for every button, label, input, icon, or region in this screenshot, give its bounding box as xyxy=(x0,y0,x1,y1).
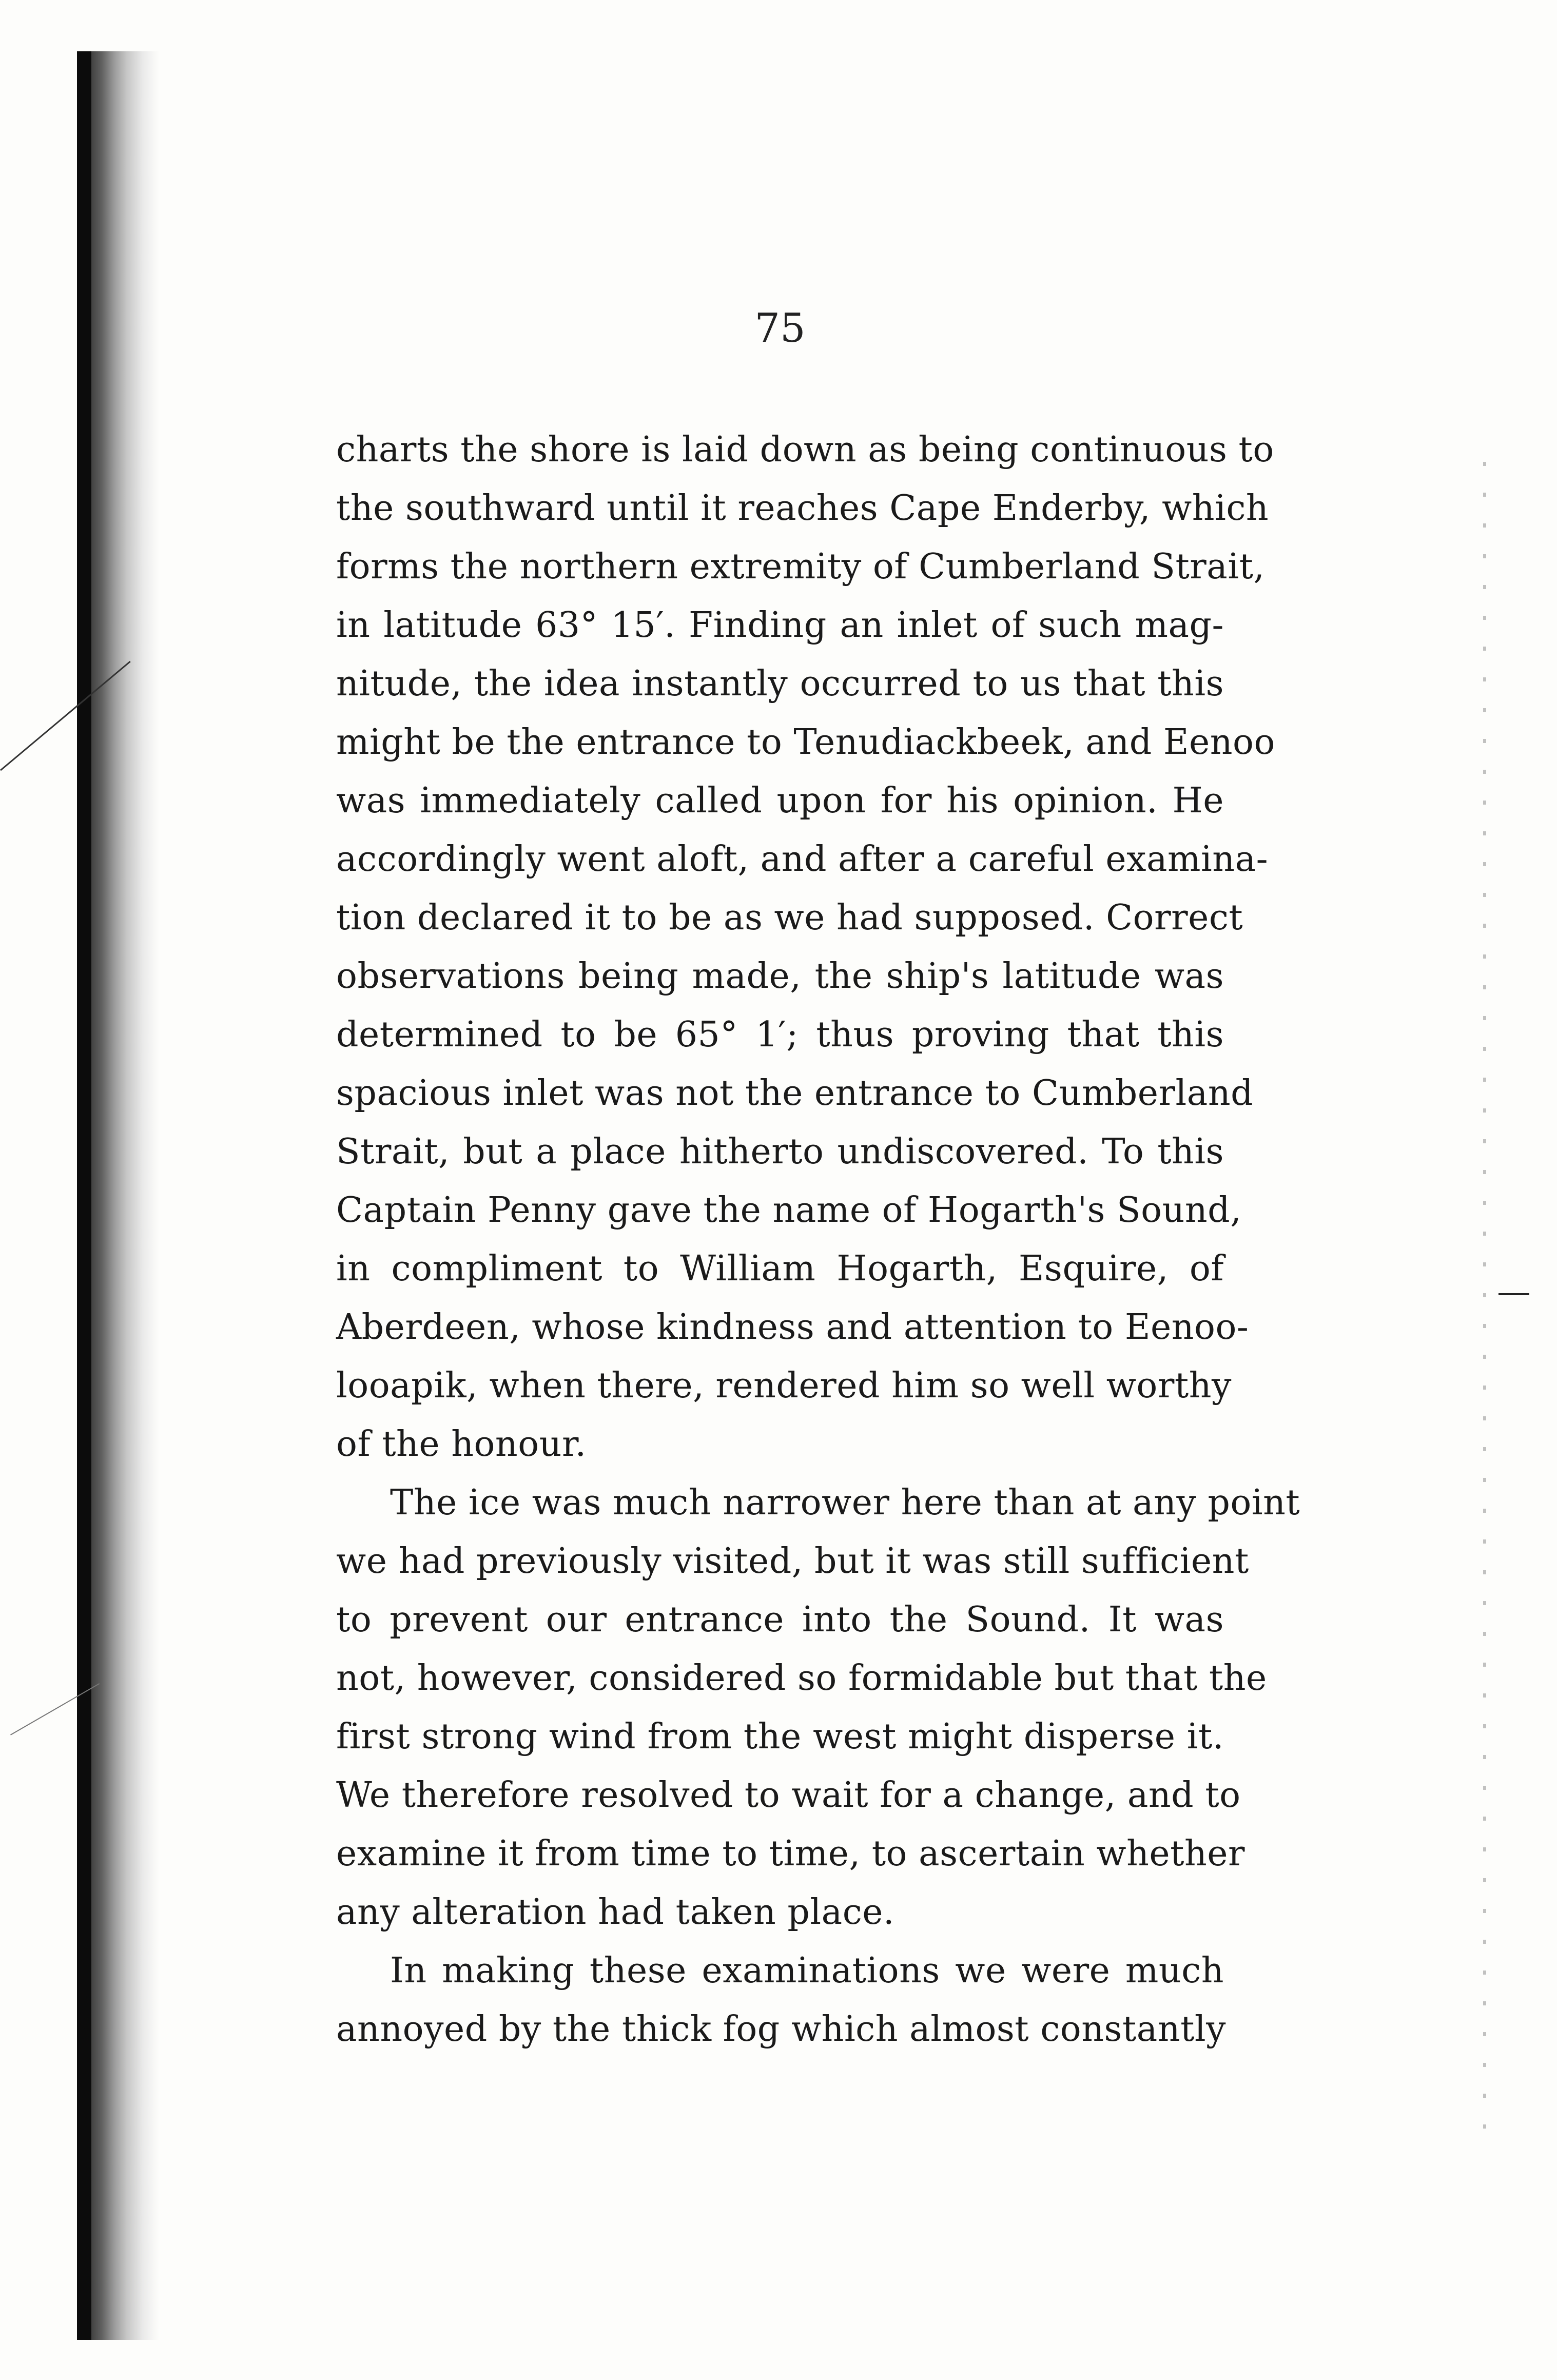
margin-mark xyxy=(1498,1293,1529,1295)
binding-edge xyxy=(77,51,91,2340)
text-line: of the honour. xyxy=(336,1424,587,1465)
text-line: first strong wind from the west might disperse it. xyxy=(336,1716,1224,1757)
text-line: accordingly went aloft, and after a careful examina- xyxy=(336,839,1269,880)
text-line: annoyed by the thick fog which almost constantly xyxy=(336,2009,1227,2050)
text-line: Strait, but a place hitherto undiscovered. To this xyxy=(336,1132,1224,1172)
text-line: might be the entrance to Tenudiackbeek, and Eenoo xyxy=(336,722,1275,763)
text-line: in latitude 63° 15′. Finding an inlet of such mag- xyxy=(336,605,1224,646)
text-line: looapik, when there, rendered him so well worthy xyxy=(336,1365,1232,1406)
text-line: we had previously visited, but it was still sufficient xyxy=(336,1541,1249,1582)
text-line: spacious inlet was not the entrance to Cumberland xyxy=(336,1073,1254,1114)
page-number: 75 xyxy=(754,305,806,352)
text-line: tion declared it to be as we had supposed. Correct xyxy=(336,898,1243,938)
margin-specks xyxy=(1483,462,1486,2155)
text-line: to prevent our entrance into the Sound. It was xyxy=(336,1599,1224,1640)
text-line: nitude, the idea instantly occurred to us that this xyxy=(336,664,1224,704)
body-text xyxy=(336,421,1300,2059)
text-line: not, however, considered so formidable but that the xyxy=(336,1658,1267,1699)
text-line: The ice was much narrower here than at any point xyxy=(390,1482,1300,1523)
text-line: In making these examinations we were much xyxy=(390,1950,1224,1991)
text-line: We therefore resolved to wait for a change, and to xyxy=(336,1775,1241,1816)
text-line: Aberdeen, whose kindness and attention to Eenoo- xyxy=(336,1307,1249,1348)
text-line: Captain Penny gave the name of Hogarth's Sound, xyxy=(336,1190,1242,1231)
text-line: determined to be 65° 1′; thus proving that this xyxy=(336,1015,1224,1055)
text-line: forms the northern extremity of Cumberland Strait, xyxy=(336,547,1265,587)
text-line: in compliment to William Hogarth, Esquire, of xyxy=(336,1248,1224,1289)
text-line: any alteration had taken place. xyxy=(336,1892,895,1933)
text-line: observations being made, the ship's latitude was xyxy=(336,956,1224,997)
text-line: the southward until it reaches Cape Enderby, which xyxy=(336,488,1269,529)
text-line: examine it from time to time, to ascertain whether xyxy=(336,1833,1245,1874)
text-line: was immediately called upon for his opinion. He xyxy=(336,781,1224,821)
text-line: charts the shore is laid down as being continuous to xyxy=(336,430,1274,470)
